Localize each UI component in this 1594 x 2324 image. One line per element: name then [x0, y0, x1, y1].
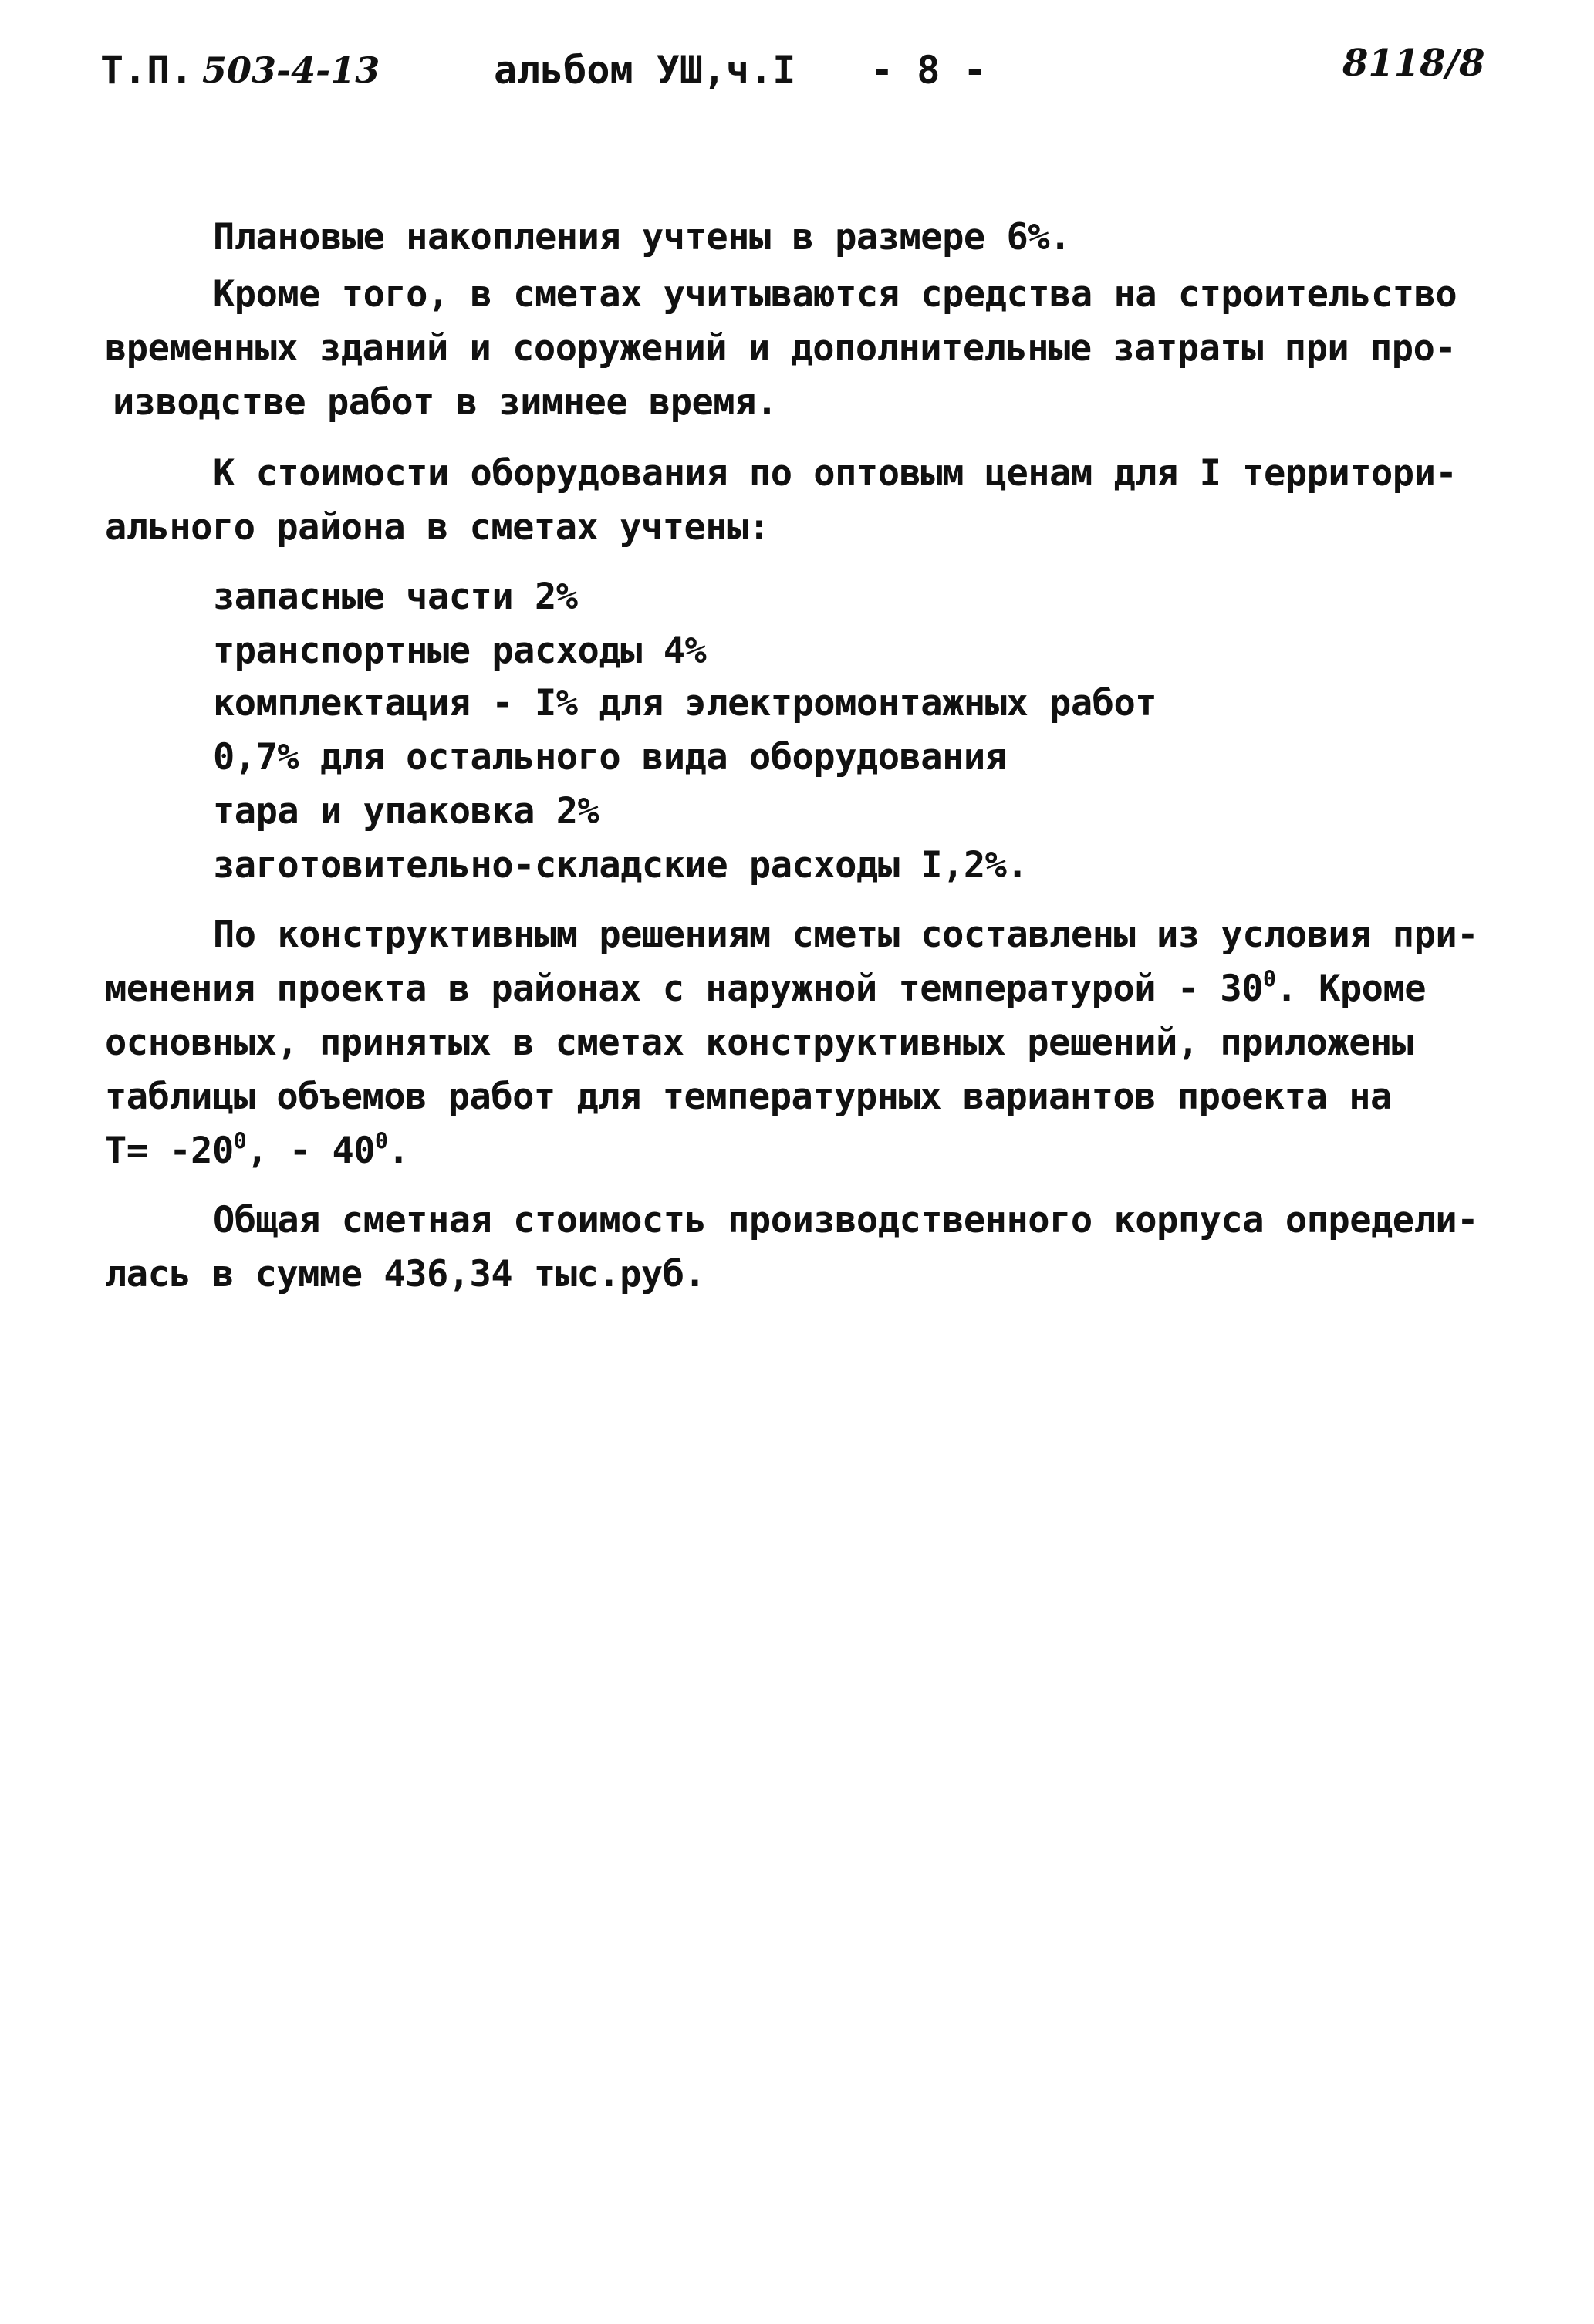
paragraph-equipment-cost-line-2: ального района в сметах учтены: [105, 506, 770, 549]
paragraph-total-cost-line-2: лась в сумме 436,34 тыс.руб. [105, 1253, 706, 1295]
paragraph-design-solutions-line-3: основных, принятых в сметах конструктивных решений, приложены [105, 1022, 1413, 1064]
paragraph-total-cost-line-1: Общая сметная стоимость производственного корпуса определи- [213, 1199, 1478, 1241]
list-item-transport: транспортные расходы 4% [213, 630, 707, 672]
paragraph-equipment-cost-line-1: К стоимости оборудования по оптовым ценам для I территори- [213, 452, 1457, 495]
doc-number-handwritten: 503-4-13 [202, 49, 380, 91]
list-item-completion-other: 0,7% для остального вида оборудования [213, 736, 1007, 779]
degree-sign: 0 [375, 1128, 388, 1154]
paragraph-temporary-buildings-line-1: Кроме того, в сметах учитываются средства на строительство [213, 273, 1457, 316]
paragraph-design-solutions-line-5 [105, 1128, 410, 1172]
temperature-minus-20: Т= -20 [105, 1130, 234, 1172]
list-item-packaging: тара и упаковка 2% [213, 790, 599, 833]
paragraph-temporary-buildings-line-3: изводстве работ в зимнее время. [113, 381, 778, 424]
page-number: - 8 - [870, 48, 987, 93]
design-line-2-tail: . Кроме [1275, 968, 1427, 1010]
paragraph-design-solutions-line-4: таблицы объемов работ для температурных вариантов проекта на [105, 1076, 1392, 1118]
archive-number-handwritten: 8118/8 [1342, 42, 1485, 85]
paragraph-temporary-buildings-line-2: временных зданий и сооружений и дополнительные затраты при про- [105, 327, 1457, 370]
doc-prefix: Т.П. [100, 48, 194, 93]
list-item-procurement-storage: заготовительно-складские расходы I,2%. [213, 844, 1028, 887]
degree-sign: 0 [233, 1128, 247, 1154]
list-item-completion-electrical: комплектация - I% для электромонтажных работ [213, 682, 1157, 725]
paragraph-design-solutions-line-2 [105, 966, 1427, 1010]
temperature-minus-40: , - 40 [246, 1130, 376, 1172]
line-5-period: . [387, 1130, 410, 1172]
design-line-2-text: менения проекта в районах с наружной температурой - 30 [105, 968, 1264, 1010]
paragraph-planned-savings: Плановые накопления учтены в размере 6%. [213, 216, 1071, 258]
paragraph-design-solutions-line-1: По конструктивным решениям сметы составлены из условия при- [213, 914, 1478, 956]
list-item-spare-parts: запасные части 2% [213, 576, 578, 618]
album-label: альбом УШ,ч.I [494, 48, 796, 93]
degree-sign: 0 [1263, 966, 1276, 992]
